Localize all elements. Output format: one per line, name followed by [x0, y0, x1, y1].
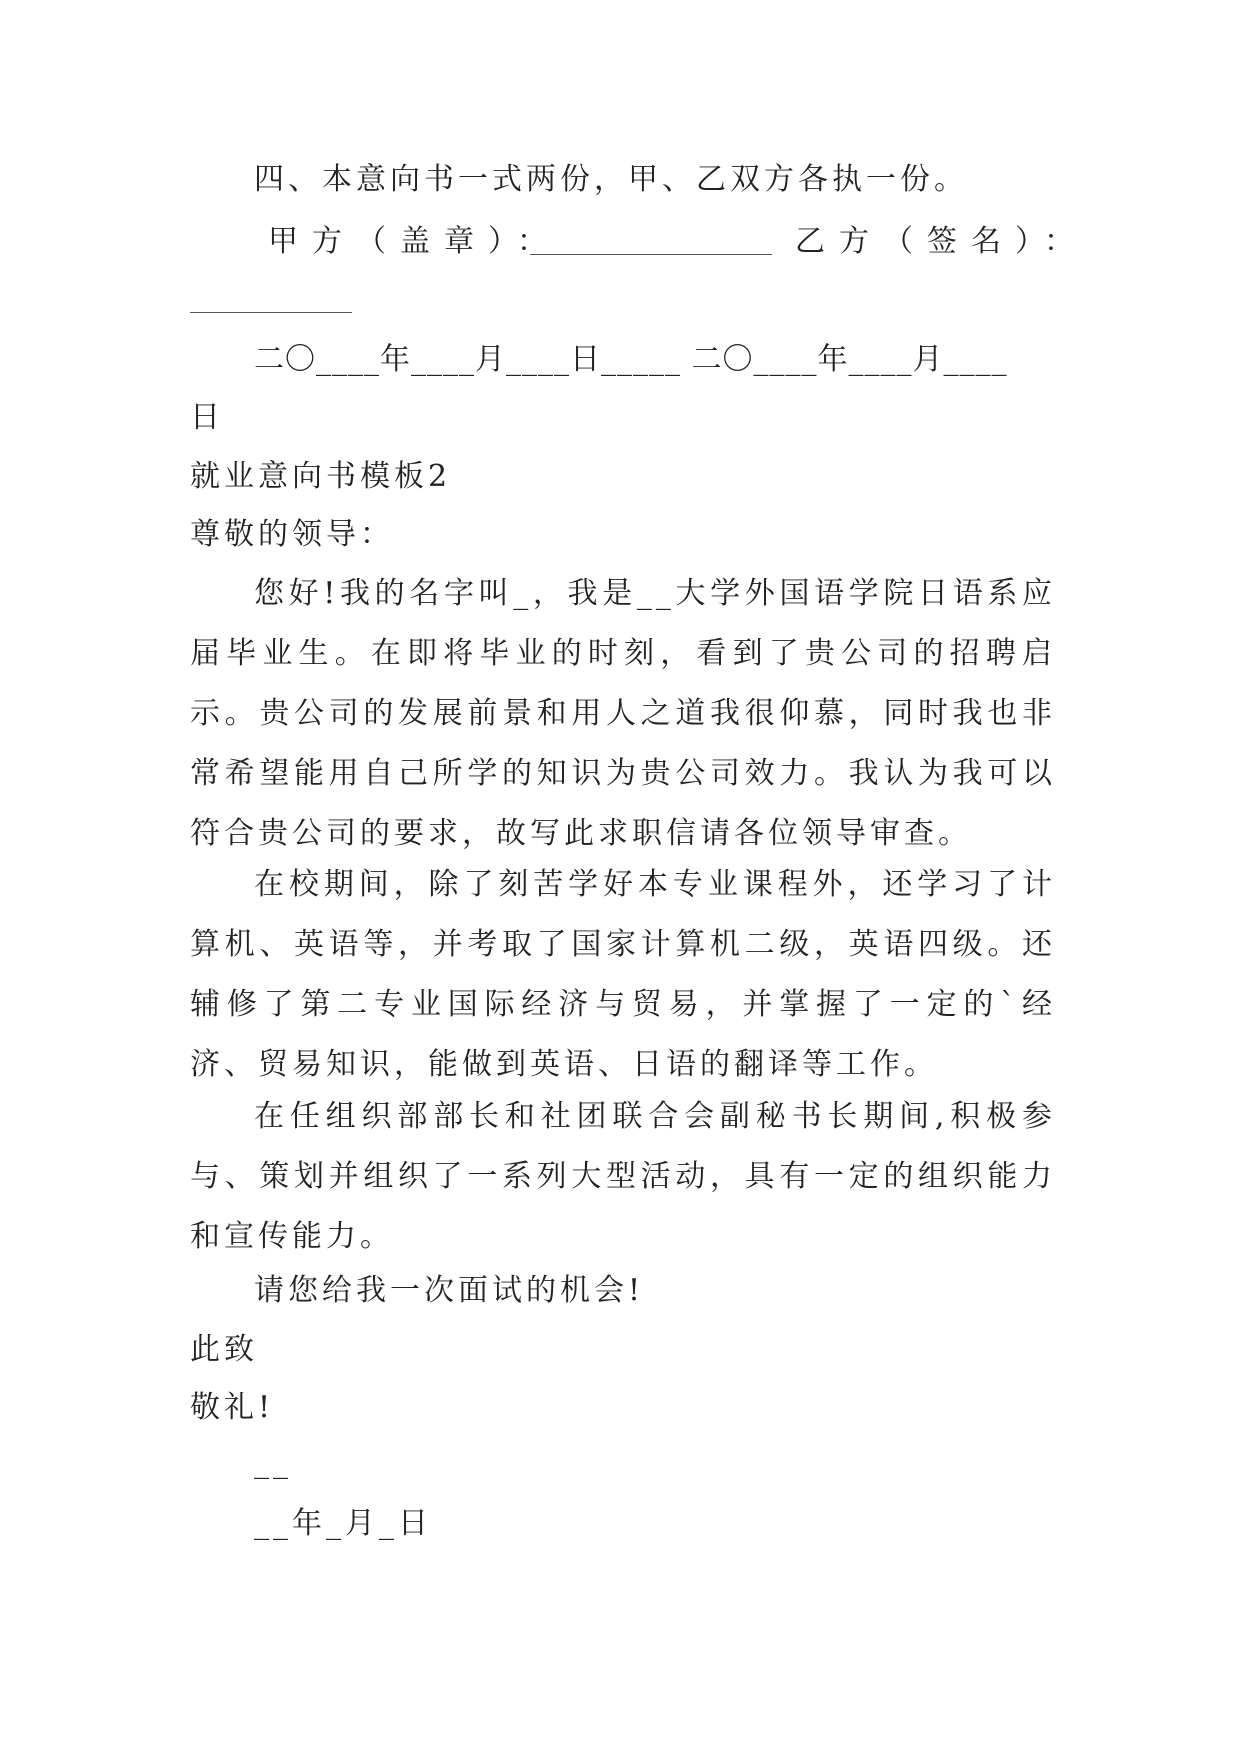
date-row-tail: 日: [190, 400, 224, 435]
party-a-seal-blank: [530, 254, 772, 255]
paragraph-request: 请您给我一次面试的机会!: [254, 1273, 645, 1308]
closing-jing-li: 敬礼!: [190, 1390, 275, 1425]
closing-ci-zhi: 此致: [190, 1332, 258, 1367]
clause-four: 四、本意向书一式两份，甲、乙双方各执一份。: [254, 162, 968, 197]
signature-date: __年_月_日: [254, 1506, 432, 1541]
paragraph-education: 在校期间，除了刻苦学好本专业课程外，还学习了计算机、英语等，并考取了国家计算机二级，英语四级。还辅修了第二专业国际经济与贸易，并掌握了一定的`经济、贸易知识，能做到英语、日语的翻译等工作。: [190, 867, 1056, 1082]
salutation: 尊敬的领导：: [190, 517, 394, 552]
paragraph-activities: 在任组织部部长和社团联合会副秘书长期间,积极参与、策划并组织了一系列大型活动，具有一定的组织能力和宣传能力。: [190, 1099, 1056, 1254]
party-a-seal-label: 甲方（盖章）：: [268, 224, 561, 259]
party-b-signature-blank: [190, 312, 352, 313]
date-row: 二〇____年____月____日_____ 二〇____年____月____: [254, 342, 1008, 377]
paragraph-intro: 您好!我的名字叫_，我是__大学外国语学院日语系应届毕业生。在即将毕业的时刻，看到了贵公司的招聘启示。贵公司的发展前景和用人之道我很仰慕，同时我也非常希望能用自己所学的知识为贵公司效力。我认为我可以符合贵公司的要求，故写此求职信请各位领导审查。: [190, 576, 1056, 851]
party-b-signature-label: 乙方（签名）：: [795, 224, 1088, 259]
signature-blank: __: [254, 1445, 292, 1480]
template-title: 就业意向书模板2: [190, 459, 452, 494]
